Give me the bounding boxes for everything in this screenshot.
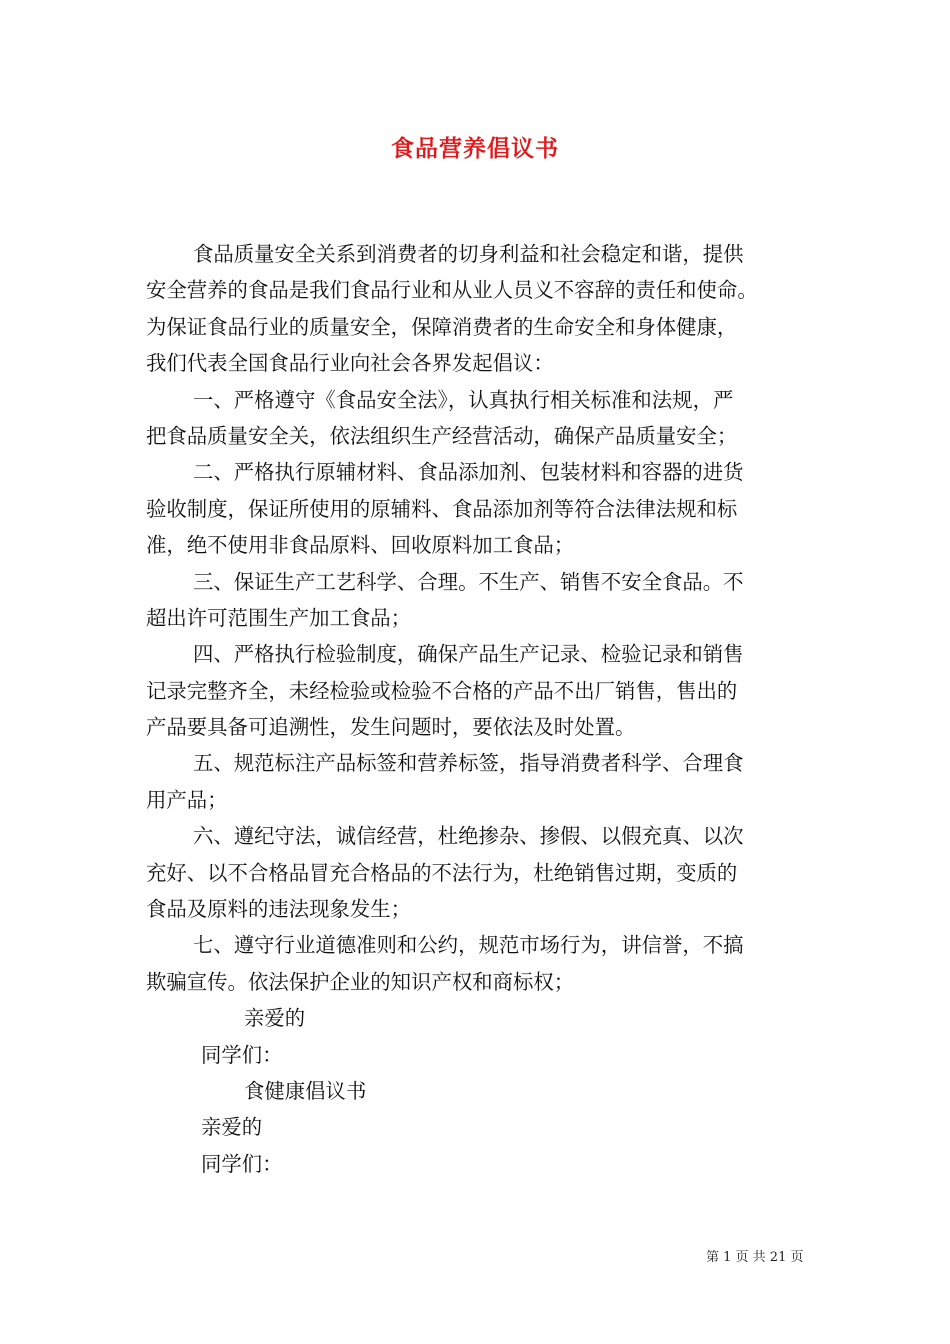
paragraph-line: 六、遵纪守法，诚信经营，杜绝掺杂、掺假、以假充真、以次 xyxy=(193,824,744,849)
salutation-line: 同学们： xyxy=(201,1042,283,1067)
paragraph-line: 我们代表全国食品行业向社会各界发起倡议： xyxy=(146,351,554,376)
paragraph-line: 把食品质量安全关，依法组织生产经营活动，确保产品质量安全； xyxy=(146,423,738,448)
paragraph-line: 为保证食品行业的质量安全，保障消费者的生命安全和身体健康， xyxy=(146,314,738,339)
paragraph-line: 一、严格遵守《食品安全法》，认真执行相关标准和法规，严 xyxy=(193,387,734,412)
paragraph-line: 二、严格执行原辅材料、食品添加剂、包装材料和容器的进货 xyxy=(193,460,744,485)
paragraph-line: 用产品； xyxy=(146,787,228,812)
paragraph-line: 四、严格执行检验制度，确保产品生产记录、检验记录和销售 xyxy=(193,642,744,667)
document-title: 食品营养倡议书 xyxy=(391,135,559,162)
paragraph-line: 五、规范标注产品标签和营养标签，指导消费者科学、合理食 xyxy=(193,751,744,776)
salutation-line: 亲爱的 xyxy=(201,1115,263,1140)
paragraph-line: 七、遵守行业道德准则和公约，规范市场行为，讲信誉，不搞 xyxy=(193,933,744,958)
paragraph-line: 安全营养的食品是我们食品行业和从业人员义不容辞的责任和使命。 xyxy=(146,278,758,303)
paragraph-line: 充好、以不合格品冒充合格品的不法行为，杜绝销售过期，变质的 xyxy=(146,860,738,885)
paragraph-line: 产品要具备可追溯性，发生问题时，要依法及时处置。 xyxy=(146,715,636,740)
page-number: 第 1 页 共 21 页 xyxy=(706,1250,804,1265)
document-body xyxy=(146,236,806,1182)
paragraph-line: 食品及原料的违法现象发生； xyxy=(146,897,412,922)
paragraph-line: 三、保证生产工艺科学、合理。不生产、销售不安全食品。不 xyxy=(193,569,744,594)
paragraph-line: 准，绝不使用非食品原料、回收原料加工食品； xyxy=(146,533,575,558)
salutation-line: 亲爱的 xyxy=(244,1006,306,1031)
paragraph-line: 验收制度，保证所使用的原辅料、食品添加剂等符合法律法规和标 xyxy=(146,496,738,521)
heading-line: 食健康倡议书 xyxy=(244,1078,367,1103)
salutation-line: 同学们： xyxy=(201,1151,283,1176)
paragraph-line: 欺骗宣传。依法保护企业的知识产权和商标权； xyxy=(146,969,575,994)
paragraph-line: 食品质量安全关系到消费者的切身利益和社会稳定和谐，提供 xyxy=(193,242,744,266)
paragraph-line: 记录完整齐全，未经检验或检验不合格的产品不出厂销售，售出的 xyxy=(146,678,738,703)
paragraph-line: 超出许可范围生产加工食品； xyxy=(146,605,412,630)
